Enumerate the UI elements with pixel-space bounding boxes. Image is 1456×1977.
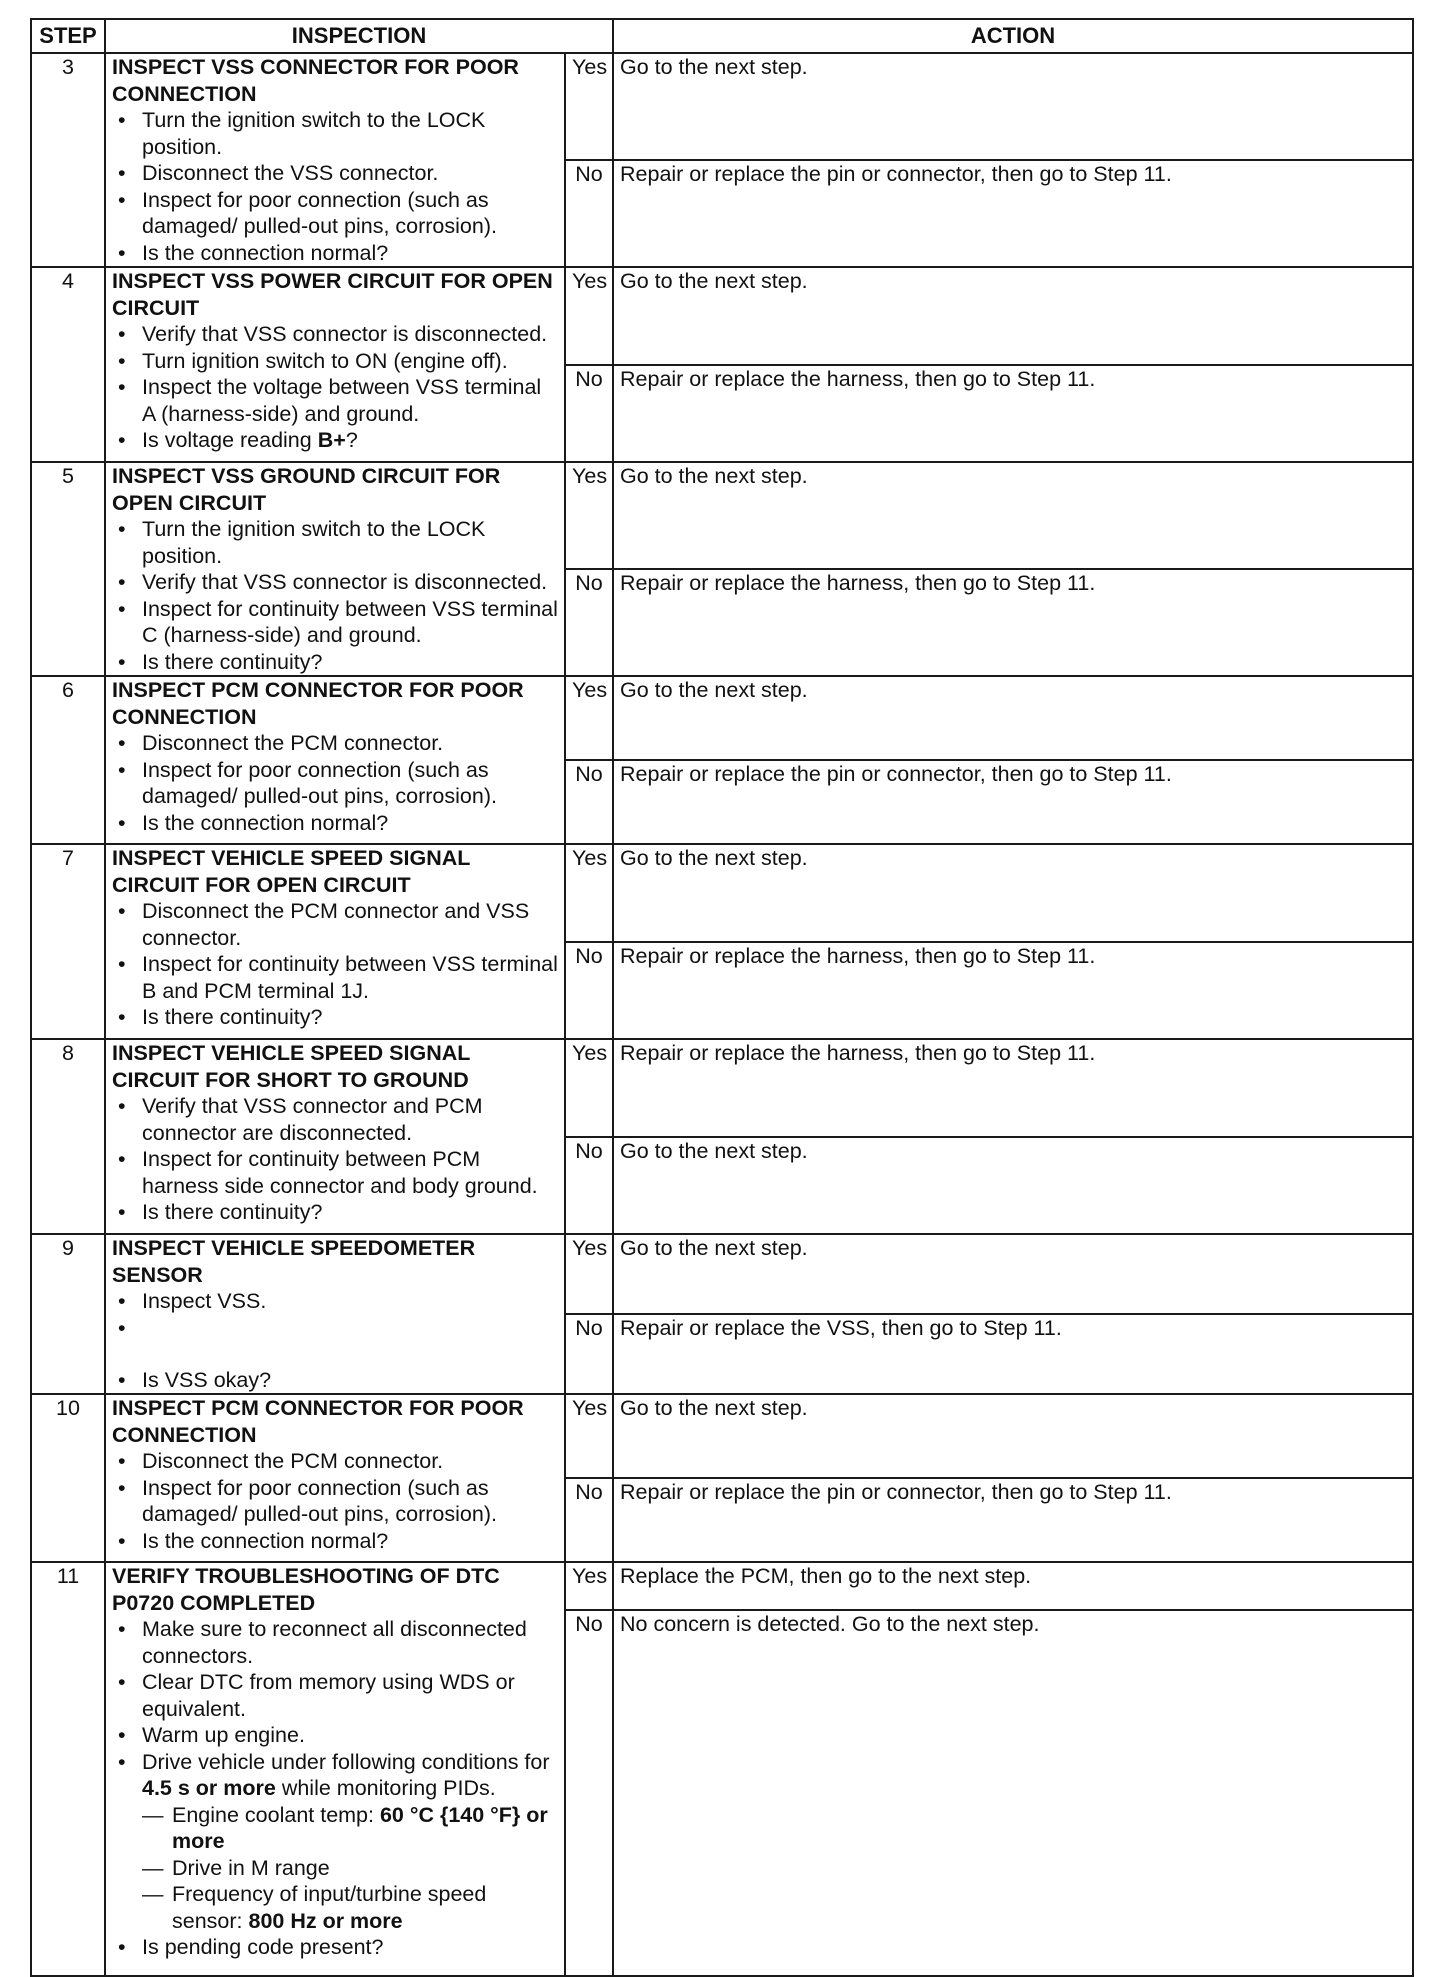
inspection-item: • Verify that VSS connector is disconnected. [142, 569, 558, 596]
inspection-item: • Turn ignition switch to ON (engine off). [142, 348, 558, 375]
inspection-item: • Inspect for poor connection (such as damaged/ pulled-out pins, corrosion). [142, 187, 558, 240]
step-number: 9 [31, 1234, 105, 1394]
no-label: No [565, 1610, 613, 1976]
inspection-item: • Is the connection normal? [142, 240, 558, 267]
drive-bold: 4.5 s or more [142, 1776, 276, 1800]
step-inspection [105, 844, 565, 1039]
step-title: INSPECT VSS GROUND CIRCUIT FOR OPEN CIRCUIT [112, 464, 501, 515]
step-inspection [105, 267, 565, 462]
inspection-item: • Clear DTC from memory using WDS or equivalent. [142, 1669, 558, 1722]
condition-item [172, 1802, 558, 1855]
step-title: INSPECT VSS POWER CIRCUIT FOR OPEN CIRCUIT [112, 269, 553, 320]
condition-value: 60 °C {140 °F} or more [172, 1802, 548, 1853]
header-action: ACTION [613, 19, 1413, 53]
no-label: No [565, 1137, 613, 1235]
inspection-item: • Turn the ignition switch to the LOCK position. [142, 516, 558, 569]
step-11-yes-row [31, 1562, 1413, 1610]
yes-label: Yes [565, 1562, 613, 1610]
yes-action: Go to the next step. [613, 844, 1413, 942]
inspection-item: • Inspect VSS. [142, 1288, 558, 1315]
inspection-item [142, 427, 558, 454]
step-number: 4 [31, 267, 105, 462]
step-number: 6 [31, 676, 105, 844]
condition-item [172, 1855, 558, 1882]
inspection-item: • Disconnect the PCM connector. [142, 1448, 558, 1475]
inspection-item: • Disconnect the VSS connector. [142, 160, 558, 187]
step-6-yes-row [31, 676, 1413, 760]
yes-action: Go to the next step. [613, 53, 1413, 160]
step-inspection [105, 462, 565, 676]
step-title: INSPECT PCM CONNECTOR FOR POOR CONNECTION [112, 678, 524, 729]
no-label: No [565, 365, 613, 463]
step-number: 7 [31, 844, 105, 1039]
inspection-item: • Inspect the voltage between VSS terminal A (harness-side) and ground. [142, 374, 558, 427]
step-inspection [105, 1562, 565, 1976]
step-inspection [105, 676, 565, 844]
yes-label: Yes [565, 1394, 613, 1478]
step-number: 8 [31, 1039, 105, 1234]
step-5-yes-row [31, 462, 1413, 569]
condition-label: Engine coolant temp: [172, 1802, 380, 1827]
step-title: INSPECT VSS CONNECTOR FOR POOR CONNECTION [112, 55, 519, 106]
step-inspection [105, 1394, 565, 1562]
no-label: No [565, 760, 613, 844]
no-action: Repair or replace the harness, then go to Step 11. [613, 365, 1413, 463]
step-title: INSPECT VEHICLE SPEED SIGNAL CIRCUIT FOR SHORT TO GROUND [112, 1041, 471, 1092]
inspection-item: • Is pending code present? [142, 1934, 558, 1961]
yes-label: Yes [565, 1039, 613, 1137]
step-number: 10 [31, 1394, 105, 1562]
header-inspection: INSPECTION [105, 19, 613, 53]
spacer [142, 1315, 558, 1367]
inspection-item: • Disconnect the PCM connector. [142, 730, 558, 757]
troubleshooting-table [30, 18, 1414, 1977]
yes-action: Replace the PCM, then go to the next step. [613, 1562, 1413, 1610]
inspection-item: • Turn the ignition switch to the LOCK position. [142, 107, 558, 160]
yes-label: Yes [565, 267, 613, 365]
no-action: Repair or replace the pin or connector, then go to Step 11. [613, 1478, 1413, 1562]
inspection-item: • Inspect for continuity between PCM harness side connector and body ground. [142, 1146, 558, 1199]
condition-item [172, 1881, 558, 1934]
step-inspection [105, 1039, 565, 1234]
yes-action: Go to the next step. [613, 1394, 1413, 1478]
inspection-item: • Disconnect the PCM connector and VSS connector. [142, 898, 558, 951]
step-9-yes-row [31, 1234, 1413, 1314]
no-action: Repair or replace the harness, then go to Step 11. [613, 942, 1413, 1040]
inspection-item: • Is there continuity? [142, 1199, 558, 1226]
step-4-yes-row [31, 267, 1413, 365]
yes-label: Yes [565, 1234, 613, 1314]
header-step: STEP [31, 19, 105, 53]
step-7-yes-row [31, 844, 1413, 942]
inspection-item: • Verify that VSS connector is disconnected. [142, 321, 558, 348]
yes-label: Yes [565, 462, 613, 569]
step-number: 3 [31, 53, 105, 267]
inspection-item: • Inspect for continuity between VSS terminal C (harness-side) and ground. [142, 596, 558, 649]
inspection-item [142, 1749, 558, 1935]
no-label: No [565, 1314, 613, 1394]
inspection-item: • Inspect for continuity between VSS terminal B and PCM terminal 1J. [142, 951, 558, 1004]
no-action: Go to the next step. [613, 1137, 1413, 1235]
inspection-item: • Is VSS okay? [142, 1367, 558, 1394]
yes-label: Yes [565, 844, 613, 942]
drive-text-end: while monitoring PIDs. [275, 1776, 496, 1800]
inspection-item: • Is there continuity? [142, 1004, 558, 1031]
inspection-item: • Is the connection normal? [142, 810, 558, 837]
inspection-item: • Is there continuity? [142, 649, 558, 676]
step-number: 5 [31, 462, 105, 676]
yes-action: Go to the next step. [613, 462, 1413, 569]
step-inspection [105, 53, 565, 267]
step-inspection [105, 1234, 565, 1394]
no-action: Repair or replace the VSS, then go to Step 11. [613, 1314, 1413, 1394]
condition-list [142, 1802, 558, 1935]
yes-label: Yes [565, 676, 613, 760]
condition-value: 800 Hz or more [248, 1908, 403, 1933]
step-8-yes-row [31, 1039, 1413, 1137]
yes-action: Repair or replace the harness, then go to Step 11. [613, 1039, 1413, 1137]
inspection-item: • Inspect for poor connection (such as damaged/ pulled-out pins, corrosion). [142, 757, 558, 810]
step-title: VERIFY TROUBLESHOOTING OF DTC P0720 COMPLETED [112, 1564, 500, 1615]
step-number: 11 [31, 1562, 105, 1976]
step-title: INSPECT PCM CONNECTOR FOR POOR CONNECTION [112, 1396, 524, 1447]
step-title: INSPECT VEHICLE SPEED SIGNAL CIRCUIT FOR OPEN CIRCUIT [112, 846, 471, 897]
inspection-item: • Inspect for poor connection (such as damaged/ pulled-out pins, corrosion). [142, 1475, 558, 1528]
yes-label: Yes [565, 53, 613, 160]
inspection-item-suffix: ? [345, 428, 358, 452]
table-header-row [31, 19, 1413, 53]
inspection-item-bold: B+ [317, 428, 346, 452]
no-action: Repair or replace the pin or connector, then go to Step 11. [613, 160, 1413, 267]
inspection-item: • Warm up engine. [142, 1722, 558, 1749]
yes-action: Go to the next step. [613, 676, 1413, 760]
no-label: No [565, 160, 613, 267]
inspection-item: • Is the connection normal? [142, 1528, 558, 1555]
no-label: No [565, 1478, 613, 1562]
no-action: Repair or replace the pin or connector, then go to Step 11. [613, 760, 1413, 844]
no-action: No concern is detected. Go to the next step. [613, 1610, 1413, 1976]
inspection-item-text: Is voltage reading [142, 428, 312, 452]
condition-label: Frequency of input/turbine speed sensor: [172, 1882, 487, 1933]
step-title: INSPECT VEHICLE SPEEDOMETER SENSOR [112, 1236, 476, 1287]
inspection-item: • Verify that VSS connector and PCM connector are disconnected. [142, 1093, 558, 1146]
inspection-item: • Make sure to reconnect all disconnected connectors. [142, 1616, 558, 1669]
no-label: No [565, 569, 613, 676]
step-10-yes-row [31, 1394, 1413, 1478]
no-label: No [565, 942, 613, 1040]
condition-label: Drive in M range [172, 1855, 330, 1880]
step-3-yes-row [31, 53, 1413, 160]
drive-text: Drive vehicle under following conditions for [142, 1749, 550, 1774]
yes-action: Go to the next step. [613, 1234, 1413, 1314]
yes-action: Go to the next step. [613, 267, 1413, 365]
no-action: Repair or replace the harness, then go to Step 11. [613, 569, 1413, 676]
